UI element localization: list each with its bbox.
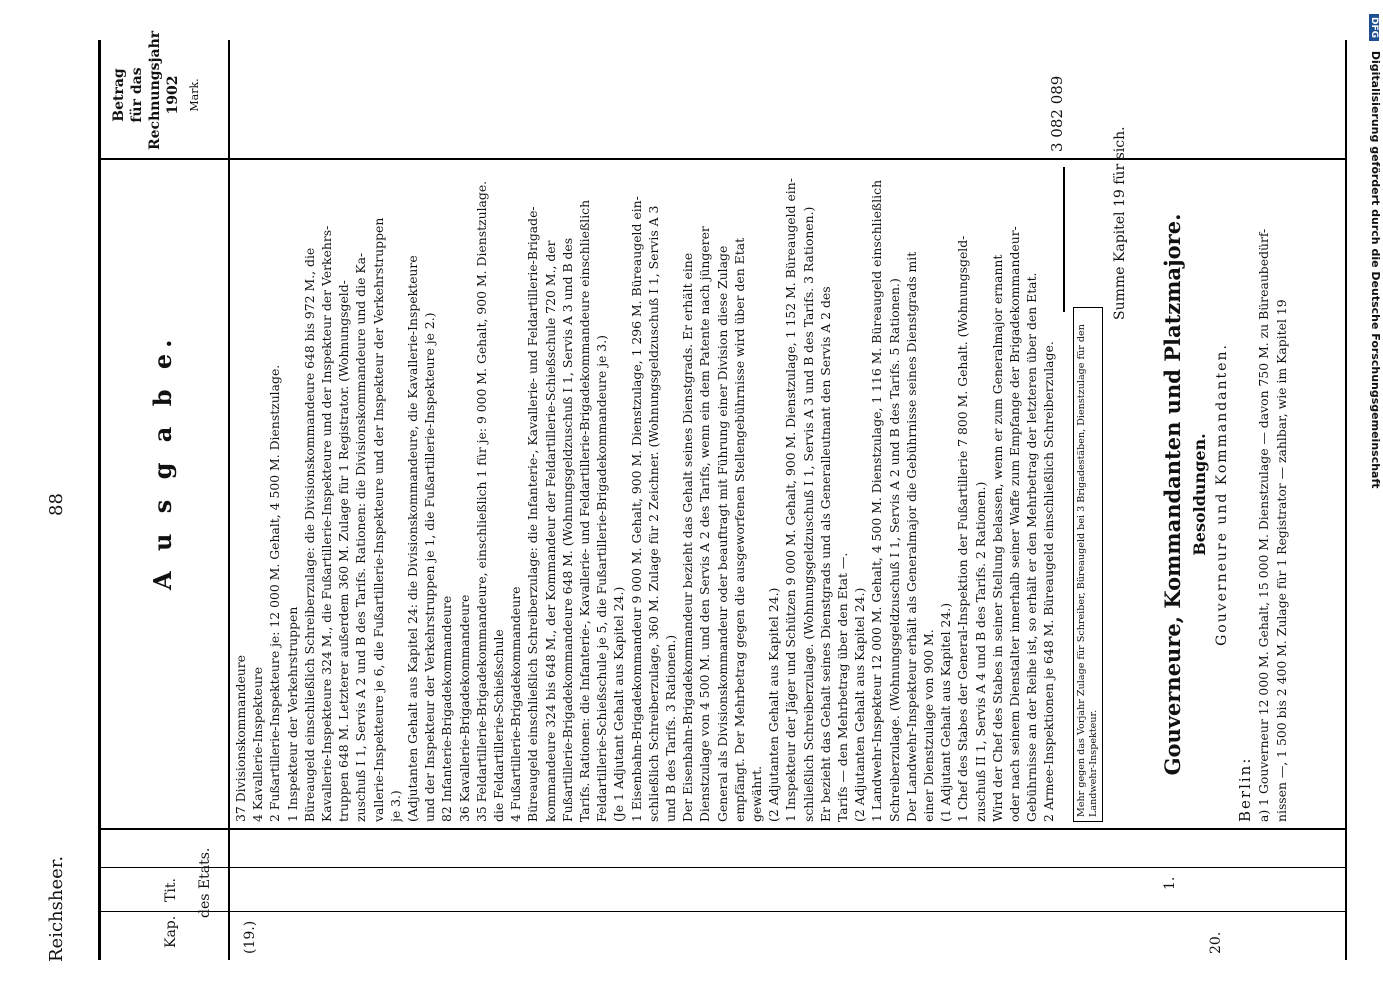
kap-19-amount: 3 082 089: [1048, 75, 1066, 152]
col-tit: Tit.: [163, 878, 179, 902]
amount-underline: [1063, 167, 1065, 312]
body-line: (Je 1 Adjutant Gehalt aus Kapitel 24.): [611, 586, 627, 822]
body-line: 1 Inspekteur der Verkehrstruppen: [284, 606, 300, 822]
kap-20-title: Gouverneure, Kommandanten und Platzmajore.: [1160, 213, 1185, 776]
body-line: General als Divisionskommandeur oder beauftragt mit Führung einer Division diese Zulage: [714, 245, 730, 822]
body-line: Der Eisenbahn-Brigadekommandeur bezieht das Gehalt seines Dienstgrads. Er erhält eine: [680, 252, 696, 822]
top-rule: [98, 40, 101, 960]
body-line: gewährt.: [749, 765, 764, 822]
kap-20-city: Berlin:: [1236, 756, 1254, 822]
body-line: empfängt. Der Mehrbetrag gegen die ausgeworfenen Stellengebührnisse wird über den Etat: [731, 237, 747, 822]
body-line: 1 Landwehr-Inspekteur 12 000 M. Gehalt, 4 500 M. Dienstzulage, 1 116 M. Büreaugeld einschließlich: [869, 179, 885, 822]
kap-20-line: a) 1 Gouverneur 12 000 M. Gehalt, 15 000 M. Dienstzulage — davon 750 M. zu Büreaubedürf-: [1256, 228, 1271, 822]
body-line: Wird der Chef des Stabes in seiner Stellung belassen, wenn er zum Generalmajor ernannt: [989, 254, 1005, 822]
body-line: (Adjutanten Gehalt aus Kapitel 24: die Divisionskommandeure, die Kavallerie-Inspekteure: [405, 255, 420, 822]
kap-column-divider: [98, 911, 1345, 912]
dfg-watermark: [1364, 10, 1382, 990]
bottom-rule: [1345, 40, 1347, 960]
body-line: Er bezieht das Gehalt seines Dienstgrads und als Generalleutnant den Servis A 2 des: [817, 286, 833, 822]
body-line: Schreiberzulage. (Wohnungsgeldzuschuß I 1, Servis A 2 und B des Tarifs. 5 Rationen.): [886, 278, 902, 822]
body-line: einer Dienstzulage von 900 M.: [921, 629, 936, 822]
footnote-box: Mehr gegen das Vorjahr Zulage für Schreiber, Büreaugeld bei 3 Brigadestäben, Dienstzulage für den Landwehr-Inspekteur.: [1073, 307, 1103, 822]
section-title: A u s g a b e.: [148, 333, 177, 590]
body-line: 2 Fußartillerie-Inspekteure je: 12 000 M. Gehalt, 4 500 M. Dienstzulage.: [267, 364, 283, 822]
kap-20-marker: 20.: [1208, 931, 1224, 954]
col-etat: des Etats.: [197, 847, 213, 918]
body-line: 2 Armee-Inspektionen je 648 M. Büreaugeld einschließlich Schreiberzulage.: [1041, 341, 1057, 822]
body-line: die Feldartillerie-Schießschule: [491, 629, 506, 822]
body-line: schließlich Schreiberzulage, 360 M. Zulage für 2 Zeichner. (Wohnungsgeldzuschuß I 1, Servis A 3: [645, 205, 661, 822]
page-number: 88: [46, 493, 67, 516]
amount-column-divider: [98, 158, 1345, 160]
body-line: (2 Adjutanten Gehalt aus Kapitel 24.): [852, 587, 868, 822]
body-line: schließlich Schreiberzulage. (Wohnungsgeldzuschuß I 1, Servis A 3 und B des Tarifs. 3 Rationen.): [800, 206, 816, 822]
kap-19-marker: (19.): [242, 920, 258, 954]
tit-column-divider: [98, 867, 1345, 868]
section-header: Reichsheer.: [46, 855, 67, 962]
kap-20-line: nissen —, 1 500 bis 2 400 M. Zulage für 1 Registrator — zahlbar, wie im Kapitel 19: [1274, 299, 1289, 822]
col-kap: Kap.: [163, 915, 179, 948]
body-line: Büreaugeld einschließlich Schreiberzulage: die Divisionskommandeure 648 bis 972 M., die: [301, 247, 317, 822]
kap-19-summe: Summe Kapitel 19 für sich.: [1112, 126, 1128, 320]
body-line: 1 Eisenbahn-Brigadekommandeur 9 000 M. Gehalt, 900 M. Dienstzulage, 1 296 M. Büreaugeld ein-: [628, 196, 644, 822]
body-line: 1 Inspekteur der Jäger und Schützen 9 000 M. Gehalt, 900 M. Dienstzulage, 1 152 M. Büreaugeld ein-: [783, 178, 799, 822]
body-line: je 3.): [387, 790, 403, 822]
body-line: zuschuß II 1, Servis A 4 und B des Tarifs. 2 Rationen.): [972, 481, 988, 822]
body-line: (2 Adjutanten Gehalt aus Kapitel 24.): [766, 587, 782, 822]
body-line: vallerie-Inspekteure je 6, die Fußartillerie-Inspekteure und der Inspekteur der Verkehrstruppen: [370, 217, 386, 822]
body-line: und der Inspekteur der Verkehrstruppen je 1, die Fußartillerie-Inspekteure je 2.): [422, 312, 438, 822]
body-line: Der Landwehr-Inspekteur erhält als Generalmajor die Gebührnisse seines Dienstgrads mit: [903, 251, 919, 822]
col-betrag-line: Betrag: [111, 68, 127, 122]
body-line: truppen 648 M. Letzterer außerdem 360 M. Zulage für 1 Registrator. (Wohnungsgeld-: [336, 280, 352, 822]
dfg-badge-icon: DFG: [1369, 14, 1379, 41]
dfg-watermark-text: Digitalisierung gefördert durch die Deutsche Forschungsgemeinschaft: [1369, 50, 1382, 489]
body-line: Tarifs — den Mehrbetrag über den Etat —.: [835, 552, 850, 822]
body-line: kommandeure 324 bis 648 M., der Kommandeur der Feldartillerie-Schießschule 720 M., der: [542, 240, 558, 822]
col-betrag-line: Rechnungsjahr: [147, 30, 163, 150]
kap-20-subtitle: Besoldungen.: [1190, 433, 1209, 556]
header-rule: [228, 40, 230, 960]
body-line: Feldartillerie-Schießschule je 5, die Fußartillerie-Brigadekommandeure je 3.): [594, 335, 610, 822]
body-line: zuschuß I 1, Servis A 2 und B des Tarifs. Rationen: die Divisionskommandeure und die Ka-: [353, 252, 369, 822]
body-line: Fußartillerie-Brigadekommandeure 648 M. (Wohnungsgeldzuschuß I 1, Servis A 3 und B des: [559, 237, 575, 822]
body-line: 1 Chef des Stabes der General-Inspektion der Fußartillerie 7 800 M. Gehalt. (Wohnungsgeld-: [955, 235, 971, 822]
body-line: und B des Tarifs. 3 Rationen.): [663, 634, 678, 822]
body-line: Dienstzulage von 4 500 M. und den Servis A 2 des Tarifs, wenn ein dem Patente nach jüngerer: [697, 226, 713, 822]
col-betrag: [110, 30, 204, 150]
body-line: Kavallerie-Inspekteure 324 M., die Fußartillerie-Inspekteure und der Inspekteur der Verkehrs-: [319, 225, 334, 822]
col-betrag-line: 1902: [165, 75, 181, 115]
body-line: 82 Infanterie-Brigadekommandeure: [439, 595, 455, 822]
body-line: Gebührnisse an der Reihe ist, so erhält er den Mehrbetrag der letzteren über den Etat.: [1024, 272, 1040, 822]
col-betrag-unit: Mark.: [188, 78, 201, 112]
body-line: 37 Divisionskommandeure: [233, 654, 248, 822]
tit-1-marker: 1.: [1162, 876, 1178, 890]
col-betrag-line: für das: [129, 67, 145, 123]
body-line: 4 Kavallerie-Inspekteure: [250, 666, 266, 822]
kap-20-subheading: Gouverneure und Kommandanten.: [1214, 343, 1230, 646]
body-line: Tarifs. Rationen: die Infanterie-, Kavallerie- und Feldartillerie-Brigadekommandeure einschließlich: [577, 199, 592, 822]
body-line: oder nach seinem Dienstalter innerhalb seiner Waffe zum Empfange der Brigadekommandeur-: [1007, 226, 1022, 822]
body-line: 35 Feldartillerie-Brigadekommandeure, einschließlich 1 für je: 9 000 M. Gehalt, 900 M. Dienstzulage.: [473, 180, 489, 822]
body-line: 4 Fußartillerie-Brigadekommandeure: [508, 586, 524, 822]
body-column-divider: [98, 828, 1345, 830]
body-line: Büreaugeld einschließlich Schreiberzulage: die Infanterie-, Kavallerie- und Feldartillerie-Brigade-: [525, 206, 541, 822]
body-line: 36 Kavallerie-Brigadekommandeure: [456, 594, 472, 822]
body-line: (1 Adjutant Gehalt aus Kapitel 24.): [938, 602, 954, 822]
